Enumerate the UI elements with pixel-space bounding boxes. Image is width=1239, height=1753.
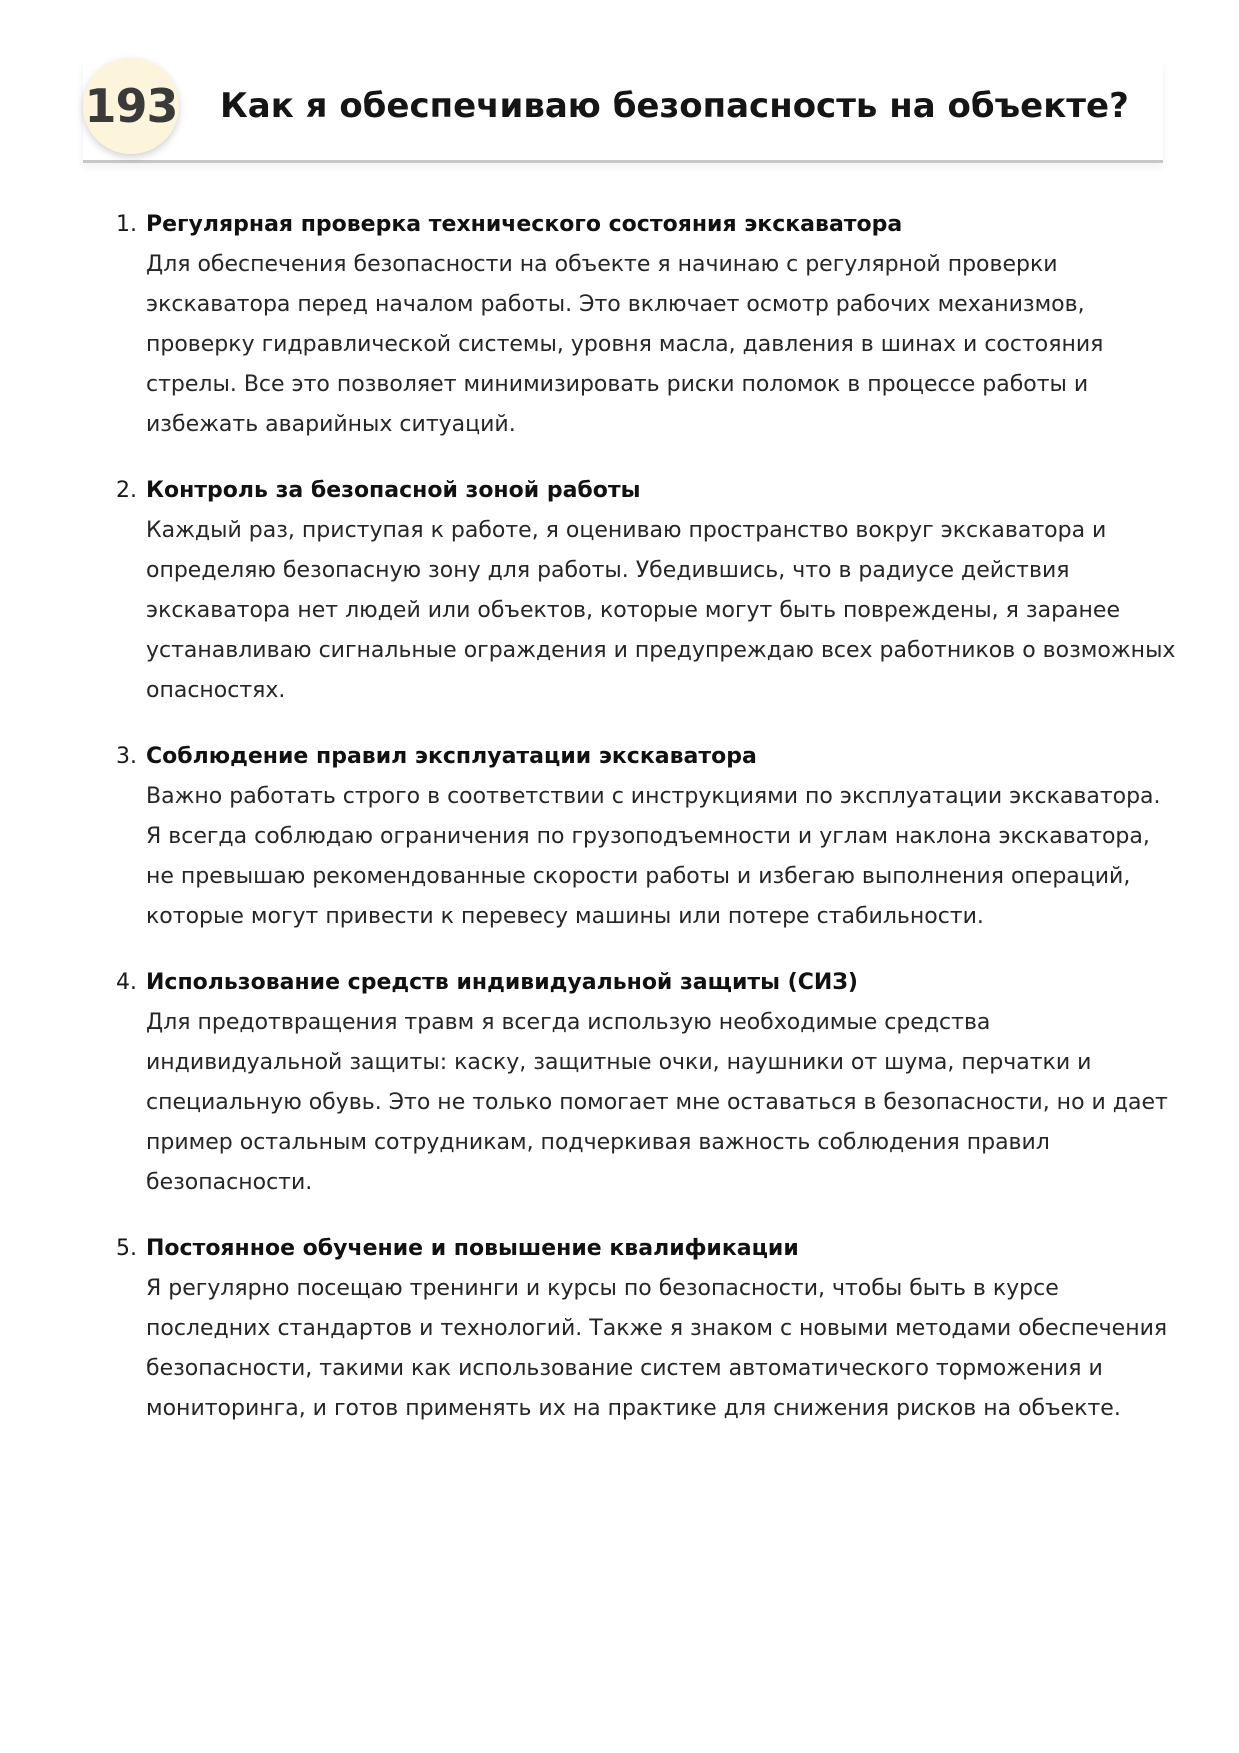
item-text: Каждый раз, приступая к работе, я оцениваю пространство вокруг экскаватора и определяю безопасную зону для работы. Убедившись, что в радиусе действия экскаватора нет людей или объектов, которые могут быть повреждены, я заранее устанавливаю сигнальные ограждения и предупреждаю всех работников о возможных опасностях.	[146, 518, 1176, 703]
item-title: Контроль за безопасной зоной работы	[146, 478, 641, 503]
page-title: Как я обеспечиваю безопасность на объекте?	[220, 86, 1129, 126]
item-number: 5.	[116, 1236, 137, 1261]
list-item	[116, 963, 1166, 1203]
list-item	[116, 471, 1176, 711]
item-number: 3.	[116, 744, 137, 769]
item-title: Регулярная проверка технического состояния экскаватора	[146, 212, 903, 237]
list-item	[116, 1229, 1166, 1429]
item-text: Для предотвращения травм я всегда использую необходимые средства индивидуальной защиты: каску, защитные очки, наушники от шума, перчатки и специальную обувь. Это не только помогает мне оставаться в безопасности, но и дает пример остальным сотрудникам, подчеркивая важность соблюдения правил безопасности.	[146, 1010, 1168, 1195]
item-text: Для обеспечения безопасности на объекте я начинаю с регулярной проверки экскаватора перед началом работы. Это включает осмотр рабочих механизмов, проверку гидравлической системы, уровня масла, давления в шинах и состояния стрелы. Все это позволяет минимизировать риски поломок в процессе работы и избежать аварийных ситуаций.	[146, 252, 1104, 437]
question-number: 193	[84, 79, 178, 133]
question-number-badge	[83, 58, 179, 154]
item-number: 2.	[116, 478, 137, 503]
list-item	[116, 205, 1166, 445]
item-title: Постоянное обучение и повышение квалификации	[146, 1236, 799, 1261]
item-title: Использование средств индивидуальной защиты (СИЗ)	[146, 970, 858, 995]
item-title: Соблюдение правил эксплуатации экскаватора	[146, 744, 757, 769]
answer-list	[116, 205, 1176, 1455]
page-header	[83, 58, 1163, 162]
item-text: Я регулярно посещаю тренинги и курсы по безопасности, чтобы быть в курсе последних стандартов и технологий. Также я знаком с новыми методами обеспечения безопасности, такими как использование систем автоматического торможения и мониторинга, и готов применять их на практике для снижения рисков на объекте.	[146, 1276, 1168, 1421]
item-number: 4.	[116, 970, 137, 995]
list-item	[116, 737, 1166, 937]
item-number: 1.	[116, 212, 137, 237]
item-text: Важно работать строго в соответствии с инструкциями по эксплуатации экскаватора. Я всегда соблюдаю ограничения по грузоподъемности и углам наклона экскаватора, не превышаю рекомендованные скорости работы и избегаю выполнения операций, которые могут привести к перевесу машины или потере стабильности.	[146, 784, 1161, 929]
